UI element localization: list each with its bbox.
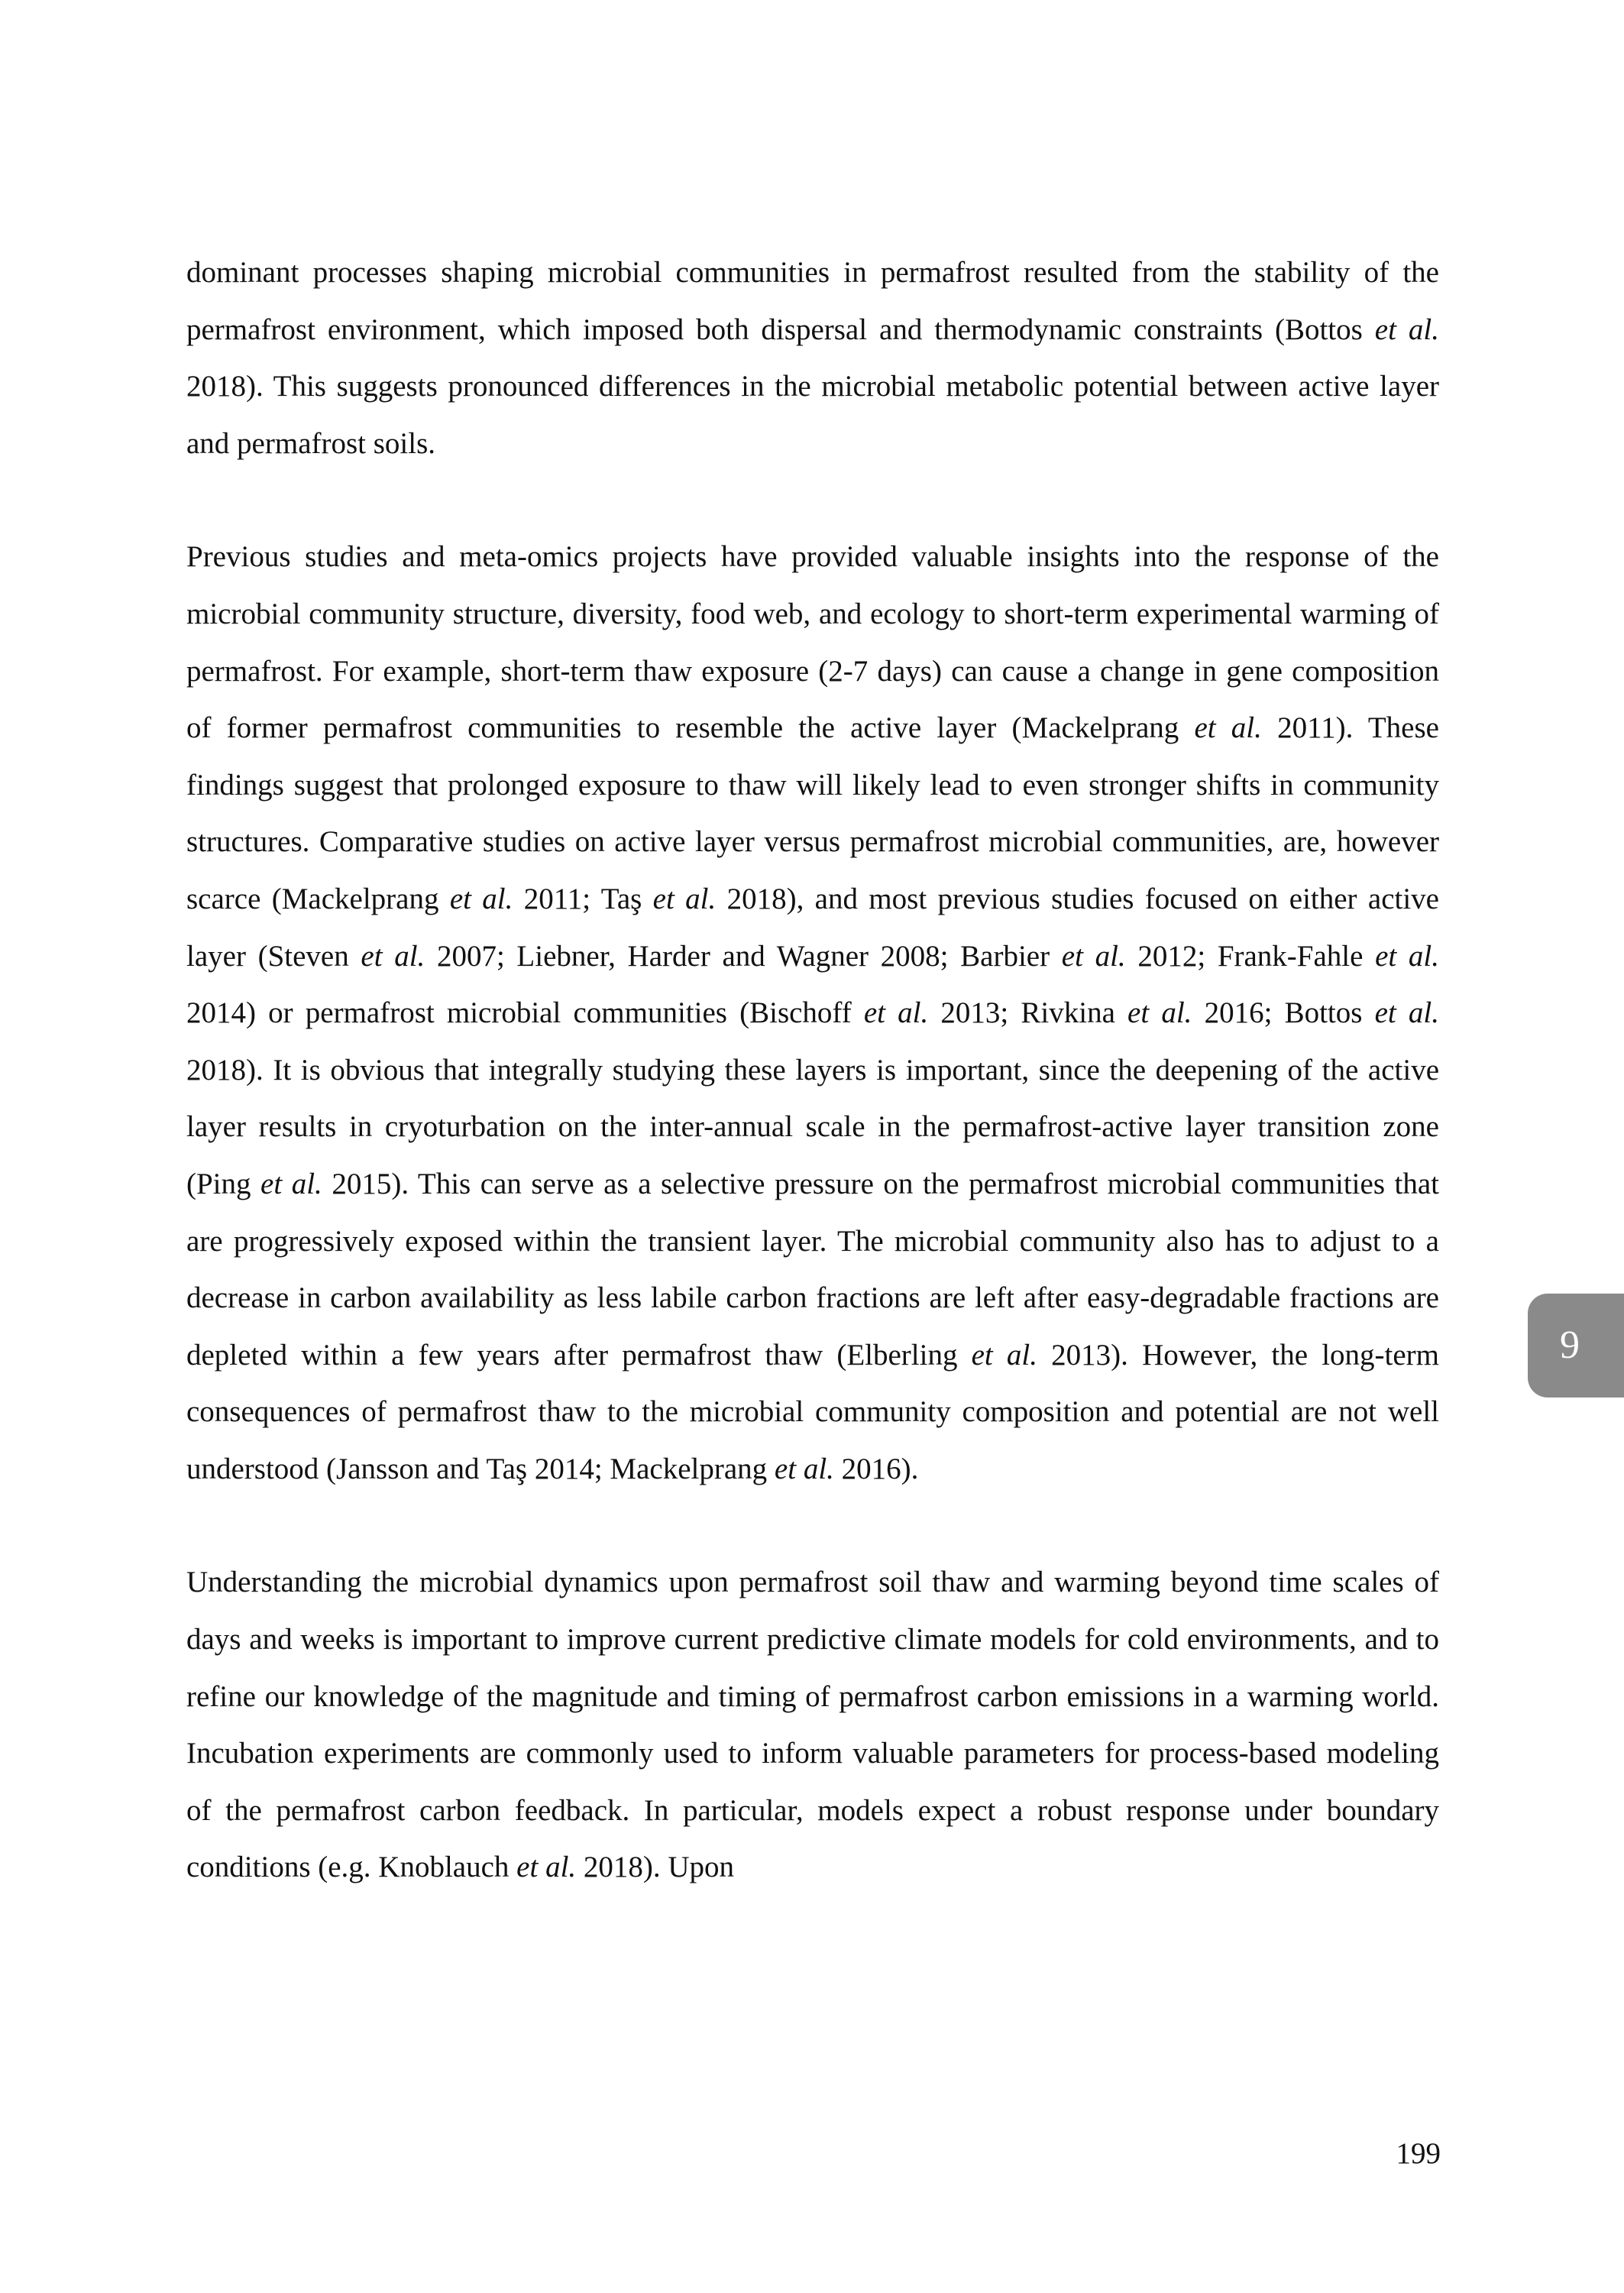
paragraph-text: dominant processes shaping microbial communities in permafrost resulted from the stability of the permafrost environment, which imposed both dispersal and thermodynamic constraints (Bottos <box>186 256 1439 346</box>
paragraph-text: 2011). These findings suggest that prolonged exposure to thaw will likely lead to even stronger shifts in community structures. Comparative studies on active layer versus permafrost microbial communities, are, however scarce (Mackelprang <box>186 711 1439 915</box>
italic-citation-text: et al. <box>774 1452 834 1485</box>
italic-citation-text: et al. <box>1374 996 1439 1030</box>
paragraph-text: 2018). This suggests pronounced differences in the microbial metabolic potential between active layer and permafrost soils. <box>186 370 1439 460</box>
paragraph-text: 2018). Upon <box>576 1851 735 1884</box>
chapter-tab: 9 <box>1528 1294 1624 1397</box>
italic-citation-text: et al. <box>1127 996 1192 1030</box>
paragraph-text: Previous studies and meta-omics projects have provided valuable insights into the response of the microbial community structure, diversity, food web, and ecology to short-term experimental warming of permafrost. For example, short-term thaw exposure (2-7 days) can cause a change in gene composition of former permafrost communities to resemble the active layer (Mackelprang <box>186 540 1439 745</box>
paragraph-text: 2012; Frank-Fahle <box>1125 939 1376 973</box>
page-body <box>186 245 1439 1896</box>
italic-citation-text: et al. <box>260 1167 322 1200</box>
italic-citation-text: et al. <box>361 939 425 973</box>
paragraph-text: 2016; Bottos <box>1192 996 1375 1030</box>
paragraph-text: 2013; Rivkina <box>928 996 1128 1030</box>
italic-citation-text: et al. <box>863 996 929 1030</box>
paragraph-text: 2018), and most previous studies focused on either active layer (Steven <box>186 882 1439 973</box>
paragraph-text: 2016). <box>833 1452 919 1485</box>
italic-citation-text: et al. <box>652 882 717 915</box>
italic-citation-text: et al. <box>971 1338 1038 1372</box>
paragraph <box>186 529 1439 1498</box>
paragraph-text: 2015). This can serve as a selective pressure on the permafrost microbial communities that are progressively exposed within the transient layer. The microbial community also has to adjust to a decrease in carbon availability as less labile carbon fractions are left after easy-degradable fractions are depleted within a few years after permafrost thaw (Elberling <box>186 1167 1440 1372</box>
paragraph-text: 2014) or permafrost microbial communities (Bischoff <box>186 996 864 1030</box>
italic-citation-text: et al. <box>449 882 513 915</box>
paragraph <box>186 245 1439 472</box>
paragraph-text: 2011; Taş <box>513 882 653 915</box>
italic-citation-text: et al. <box>516 1851 577 1884</box>
paragraph-text: 2007; Liebner, Harder and Wagner 2008; Barbier <box>425 939 1062 973</box>
paragraph-text: 2018). It is obvious that integrally studying these layers is important, since the deepening of the active layer results in cryoturbation on the inter-annual scale in the permafrost-active layer transition zone (Ping <box>186 1053 1439 1200</box>
page-number: 199 <box>1396 2137 1441 2170</box>
paragraph-text: Understanding the microbial dynamics upon permafrost soil thaw and warming beyond time scales of days and weeks is important to improve current predictive climate models for cold environments, and to refine our knowledge of the magnitude and timing of permafrost carbon emissions in a warming world. Incubation experiments are commonly used to inform valuable parameters for process-based modeling of the permafrost carbon feedback. In particular, models expect a robust response under boundary conditions (e.g. Knoblauch <box>186 1566 1439 1884</box>
italic-citation-text: et al. <box>1194 711 1262 745</box>
paragraph-text: 2013). However, the long-term consequences of permafrost thaw to the microbial community composition and potential are not well understood (Jansson and Taş 2014; Mackelprang <box>186 1338 1439 1485</box>
italic-citation-text: et al. <box>1375 939 1439 973</box>
italic-citation-text: et al. <box>1374 313 1439 346</box>
italic-citation-text: et al. <box>1061 939 1126 973</box>
paragraph <box>186 1554 1439 1896</box>
